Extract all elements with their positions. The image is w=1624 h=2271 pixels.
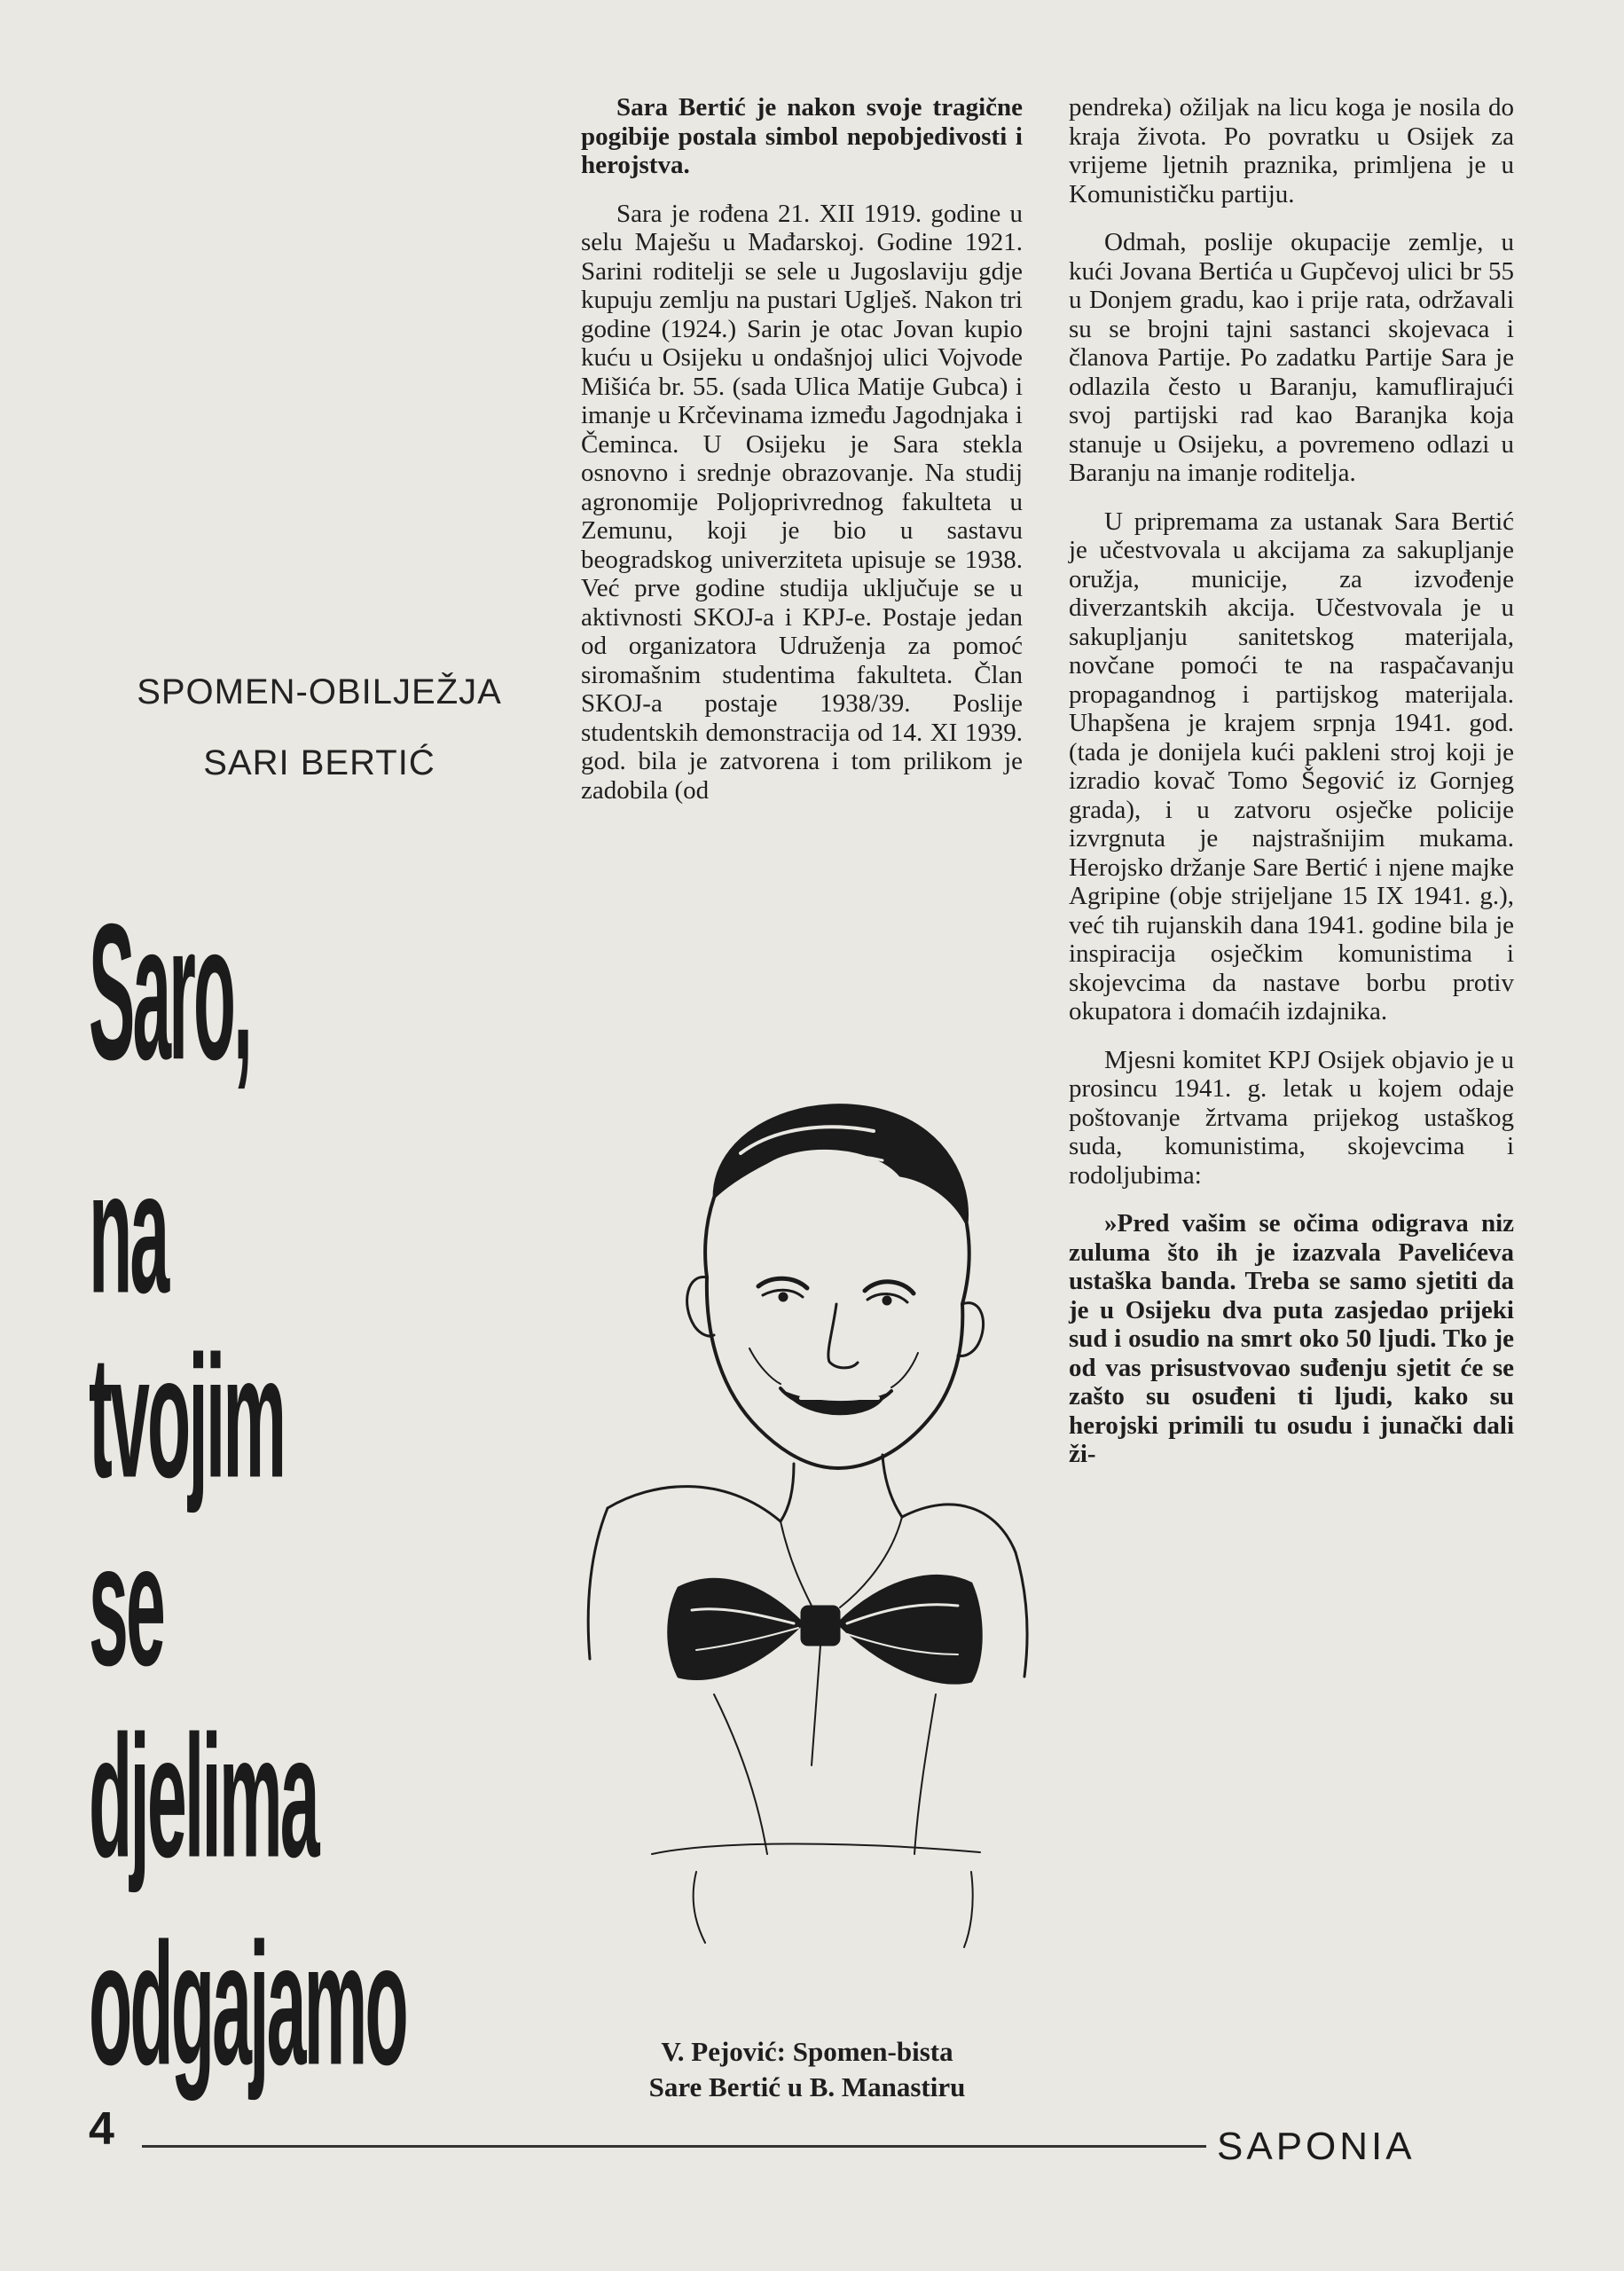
portrait-illustration <box>581 1091 1042 1996</box>
caption-line: V. Pejović: Spomen-bista <box>661 2036 953 2067</box>
title-word: odgajamo <box>89 1906 406 2102</box>
title-word: Saro, <box>89 884 251 1101</box>
body-paragraph: pendreka) ožiljak na licu koga je nosila do kraja života. Po povratku u Osijek za vrijeme ljetnih praznika, primljena je u Komunističku partiju. <box>1069 93 1514 208</box>
title-word: djelima <box>89 1699 318 1894</box>
caption-line: Sare Bertić u B. Manastiru <box>648 2071 966 2102</box>
kicker-line-2: SARI BERTIĆ <box>203 743 435 782</box>
kicker-line-1: SPOMEN-OBILJEŽJA <box>137 672 502 711</box>
body-column-right <box>1069 93 1514 1489</box>
footer-rule <box>142 2145 1206 2148</box>
publication-logo: SAPONIA <box>1217 2125 1416 2168</box>
body-paragraph: Sara je rođena 21. XII 1919. godine u selu Maješu u Mađarskoj. Godine 1921. Sarini roditelji se sele u Jugoslaviju gdje kupuju zemlju na pustari Uglješ. Nakon tri godine (1924.) Sarin je otac Jovan kupio kuću u Osijeku u ondašnjoj ulici Vojvode Mišića br. 55. (sada Ulica Matije Gubca) i imanje u Krčevinama između Jagodnjaka i Čeminca. U Osijeku je Sara stekla osnovno i srednje obrazovanje. Na studij agronomije Poljoprivrednog fakulteta u Zemunu, koji je bio u sastavu beogradskog univerziteta upisuje se 1938. Već prve godine studija uključuje se u aktivnosti SKOJ-a i KPJ-e. Postaje jedan od organizatora Udruženja za pomoć siromašnim studentima fakulteta. Član SKOJ-a postaje 1938/39. Poslije studentskih demonstracija od 14. XI 1939. god. bila je zatvorena i tom prilikom je zadobila (od <box>581 199 1023 805</box>
page-number: 4 <box>89 2103 114 2155</box>
body-paragraph: U pripremama za ustanak Sara Bertić je učestvovala u akcijama za sakupljanje oružja, municije, za izvođenje diverzantskih akcija. Učestvovala je u sakupljanju sanitetskog materijala, novčane pomoći te na raspačavanju propagandnog i partijskog materijala. Uhapšena je krajem srpnja 1941. god. (tada je donijela kući pakleni stroj koji je izradio kovač Tomo Šegović iz Gornjeg grada), i u zatvoru osječke policije izvrgnuta je najstrašnijim mukama. Herojsko držanje Sare Bertić i njene majke Agripine (obje strijeljane 15 IX 1941. g.), već tih rujanskih dana 1941. godine bila je inspiracija osječkim komunistima i skojevcima da nastave borbu protiv okupatora i domaćih izdajnika. <box>1069 507 1514 1025</box>
lead-paragraph: Sara Bertić je nakon svoje tragične pogibije postala simbol nepobjedivosti i herojstva. <box>581 93 1023 179</box>
title-word: na <box>89 1135 168 1330</box>
title-word: tvojim <box>89 1319 285 1514</box>
quote-paragraph: »Pred vašim se očima odigrava niz zuluma što ih je izazvala Pavelićeva ustaška banda. Treba se samo sjetiti da je u Osijeku dva puta zasjedao prijeki sud i osudio na smrt oko 50 ljudi. Tko je od vas prisustvovao suđenju sjetit će se zašto su osuđeni ti ljudi, kako su herojski primili tu osudu i junački dali ži- <box>1069 1209 1514 1468</box>
body-paragraph: Odmah, poslije okupacije zemlje, u kući Jovana Bertića u Gupčevoj ulici br 55 u Donjem gradu, kao i prije rata, održavali su se brojni tajni sastanci skojevaca i članova Partije. Po zadatku Partije Sara je odlazila često u Baranju, kamuflirajući svoj partijski rad kao Baranjka koja stanuje u Osijeku, a povremeno odlazi u Baranju na imanje roditelja. <box>1069 228 1514 487</box>
body-paragraph: Mjesni komitet KPJ Osijek objavio je u prosincu 1941. g. letak u kojem odaje poštovanje žrtvama prijekog ustaškog suda, komunistima, skojevcima i rodoljubima: <box>1069 1045 1514 1190</box>
portrait-caption <box>568 2034 1047 2105</box>
title-word: se <box>89 1507 163 1702</box>
body-column-middle <box>581 93 1023 824</box>
